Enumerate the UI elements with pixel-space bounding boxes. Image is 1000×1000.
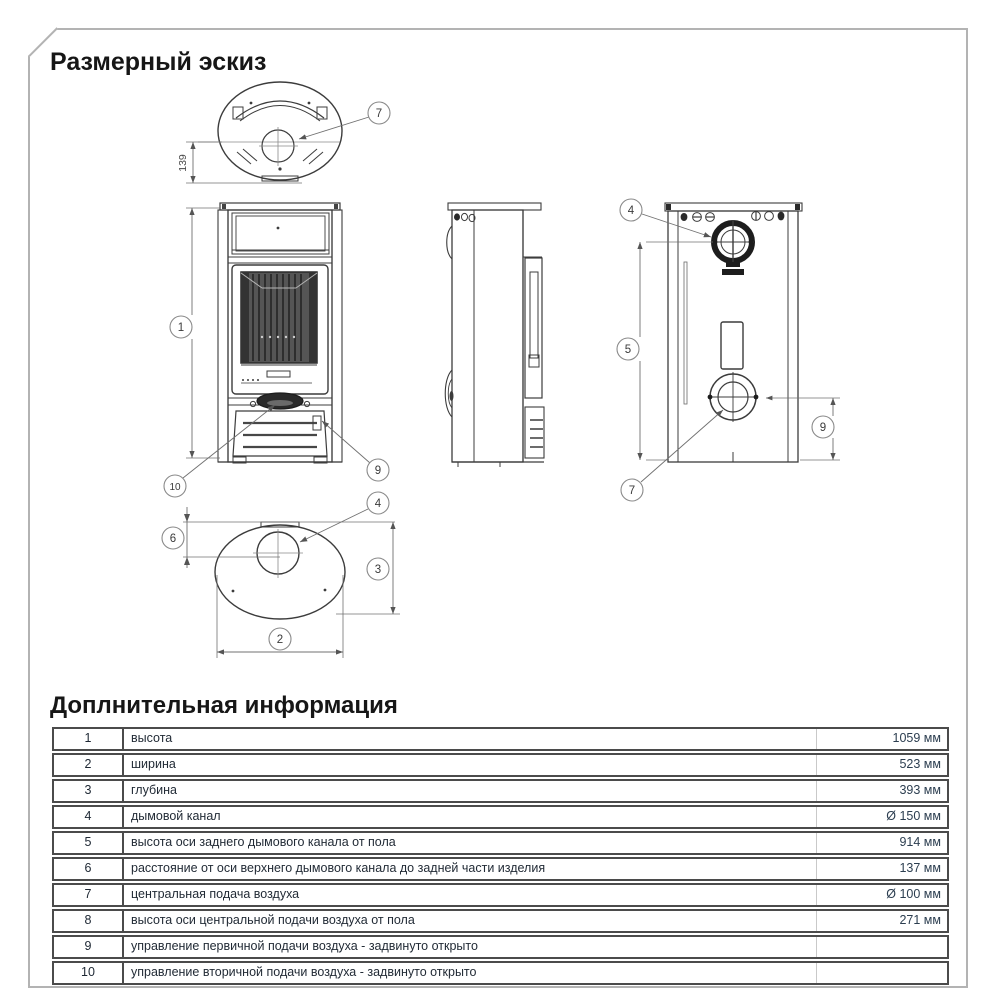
table-row — [52, 961, 949, 985]
callout-6 — [162, 527, 184, 549]
table-row — [52, 779, 949, 803]
section-title: Доплнительная информация — [50, 692, 398, 719]
row-number: 2 — [54, 755, 124, 775]
dim-139-label: 139 — [177, 154, 189, 172]
callout-7-top — [299, 102, 390, 139]
svg-text:7: 7 — [375, 108, 383, 120]
row-number: 3 — [54, 781, 124, 801]
front-view — [218, 203, 342, 463]
table-row — [52, 909, 949, 933]
svg-text:2: 2 — [276, 634, 284, 646]
row-label: расстояние от оси верхнего дымового канала до задней части изделия — [131, 861, 546, 875]
row-number: 10 — [54, 963, 124, 983]
svg-text:9: 9 — [819, 422, 827, 434]
svg-text:1: 1 — [177, 322, 185, 334]
svg-text:3: 3 — [374, 564, 382, 576]
smoke-duct — [712, 220, 754, 275]
row-label: высота оси центральной подачи воздуха от пола — [131, 913, 415, 927]
svg-text:4: 4 — [374, 498, 382, 510]
additional-info-table — [52, 727, 949, 987]
svg-text:9: 9 — [374, 465, 382, 477]
page-title: Размерный эскиз — [50, 48, 267, 76]
row-value: 523 мм — [816, 755, 947, 775]
table-row — [52, 805, 949, 829]
row-number: 4 — [54, 807, 124, 827]
svg-text:5: 5 — [624, 344, 632, 356]
row-value: 271 мм — [816, 911, 947, 931]
glass-panel — [241, 272, 317, 363]
dimension-139 — [177, 142, 302, 183]
row-value: Ø 150 мм — [816, 807, 947, 827]
row-number: 7 — [54, 885, 124, 905]
bottom-view — [215, 522, 345, 619]
table-row — [52, 831, 949, 855]
row-label: управление первичной подачи воздуха - задвинуто открыто — [131, 939, 478, 953]
callout-10 — [164, 405, 275, 497]
row-label: высота — [131, 731, 173, 745]
callout-1 — [170, 316, 192, 338]
table-row — [52, 857, 949, 881]
callout-4-bottom — [300, 492, 389, 542]
dimension-9 — [766, 398, 840, 460]
row-value — [816, 937, 947, 957]
row-label: управление вторичной подачи воздуха - задвинуто открыто — [131, 965, 477, 979]
dimension-6 — [162, 507, 395, 568]
row-label: ширина — [131, 757, 176, 771]
dimension-height-1 — [170, 208, 220, 458]
svg-text:6: 6 — [169, 533, 177, 545]
row-label: дымовой канал — [131, 809, 221, 823]
callout-2 — [269, 628, 291, 650]
central-air-inlet — [708, 372, 759, 422]
table-row — [52, 935, 949, 959]
row-number: 1 — [54, 729, 124, 749]
row-number: 9 — [54, 937, 124, 957]
dimension-3 — [336, 522, 400, 614]
side-view — [445, 203, 544, 467]
svg-text:7: 7 — [628, 485, 636, 497]
row-value — [816, 963, 947, 983]
row-number: 8 — [54, 911, 124, 931]
svg-text:10: 10 — [169, 482, 181, 493]
row-value: 393 мм — [816, 781, 947, 801]
row-number: 6 — [54, 859, 124, 879]
row-value: Ø 100 мм — [816, 885, 947, 905]
svg-text:4: 4 — [627, 205, 635, 217]
dimension-5 — [617, 242, 713, 460]
top-view — [198, 82, 342, 181]
row-value: 914 мм — [816, 833, 947, 853]
row-label: глубина — [131, 783, 177, 797]
row-value: 1059 мм — [816, 729, 947, 749]
row-label: высота оси заднего дымового канала от пола — [131, 835, 396, 849]
dimension-2 — [217, 575, 343, 658]
table-row — [52, 883, 949, 907]
callout-5 — [617, 338, 639, 360]
callout-7-rear — [621, 410, 723, 501]
row-label: центральная подача воздуха — [131, 887, 300, 901]
table-row — [52, 727, 949, 751]
row-value: 137 мм — [816, 859, 947, 879]
callout-9-rear — [812, 416, 834, 438]
callout-3 — [367, 558, 389, 580]
table-row — [52, 753, 949, 777]
row-number: 5 — [54, 833, 124, 853]
